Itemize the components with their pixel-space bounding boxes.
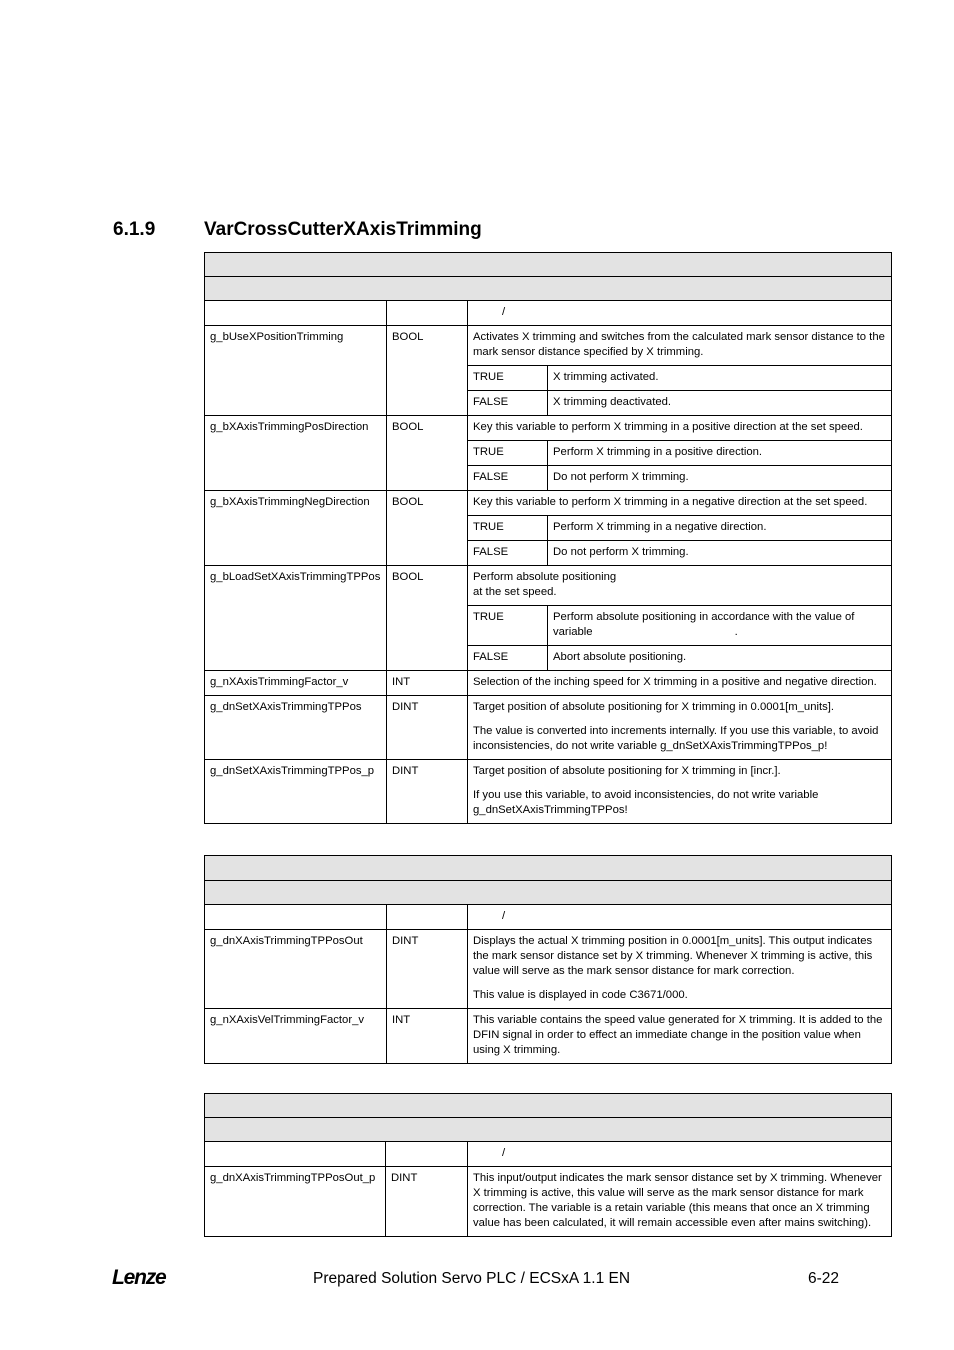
table-subtitle-row xyxy=(205,277,892,301)
footer-document-title: Prepared Solution Servo PLC / ECSxA 1.1 EN xyxy=(313,1270,631,1287)
section-number: 6.1.9 xyxy=(113,219,156,240)
table-row xyxy=(205,696,892,760)
option-value: FALSE xyxy=(468,646,548,671)
table-row xyxy=(205,566,892,606)
header-slash: / xyxy=(502,306,506,318)
table-row xyxy=(205,1009,892,1064)
variable-description: Selection of the inching speed for X trimming in a positive and negative direction. xyxy=(468,671,892,696)
table-subtitle-row xyxy=(205,881,892,905)
table-header-row xyxy=(205,1142,892,1167)
table-row xyxy=(205,491,892,516)
variable-name: g_dnXAxisTrimmingTPPosOut_p xyxy=(205,1167,386,1237)
variable-description xyxy=(468,760,892,824)
option-text: Abort absolute positioning. xyxy=(548,646,892,671)
description-paragraph: If you use this variable, to avoid inconsistencies, do not write variable g_dnSetXAxisTrimmingTPPos! xyxy=(473,789,819,816)
variable-name: g_bXAxisTrimmingNegDirection xyxy=(205,491,387,566)
variable-type: INT xyxy=(387,671,468,696)
variable-type: INT xyxy=(387,1009,468,1064)
variable-type: BOOL xyxy=(387,326,468,416)
table-row xyxy=(205,416,892,441)
variable-name: g_nXAxisVelTrimmingFactor_v xyxy=(205,1009,387,1064)
variable-type: DINT xyxy=(387,696,468,760)
table-row xyxy=(205,1167,892,1237)
option-text: Do not perform X trimming. xyxy=(548,466,892,491)
option-value: FALSE xyxy=(468,541,548,566)
option-text: Perform X trimming in a positive direction. xyxy=(548,441,892,466)
variables-table-2 xyxy=(204,855,892,1064)
option-text xyxy=(548,606,892,646)
section-heading xyxy=(113,219,482,241)
variable-description xyxy=(468,696,892,760)
variable-type: DINT xyxy=(386,1167,468,1237)
description-paragraph: This value is displayed in code C3671/000. xyxy=(473,989,688,1001)
option-value: TRUE xyxy=(468,366,548,391)
description-paragraph: The value is converted into increments internally. If you use this variable, to avoid inconsistencies, do not write variable g_dnSetXAxisTrimmingTPPos_p! xyxy=(473,725,879,752)
description-paragraph: Target position of absolute positioning for X trimming in 0.0001[m_units]. xyxy=(473,701,835,713)
table-subtitle-row xyxy=(205,1118,892,1142)
table-title-row xyxy=(205,1094,892,1118)
variables-table-1 xyxy=(204,252,892,824)
option-text-line: Perform absolute positioning in accordance with the value of xyxy=(553,611,855,623)
variables-table-3 xyxy=(204,1093,892,1237)
option-value: TRUE xyxy=(468,606,548,646)
option-value: FALSE xyxy=(468,391,548,416)
page-number: 6-22 xyxy=(808,1270,840,1287)
variable-type: BOOL xyxy=(387,416,468,491)
option-text-line: variable xyxy=(553,626,593,638)
table-row xyxy=(205,760,892,824)
header-slash: / xyxy=(502,910,506,922)
variable-description: Key this variable to perform X trimming in a negative direction at the set speed. xyxy=(468,491,892,516)
variable-name: g_dnSetXAxisTrimmingTPPos xyxy=(205,696,387,760)
variable-name: g_bLoadSetXAxisTrimmingTPPos xyxy=(205,566,387,671)
option-text: X trimming activated. xyxy=(548,366,892,391)
option-value: TRUE xyxy=(468,441,548,466)
table-header-row xyxy=(205,301,892,326)
option-value: FALSE xyxy=(468,466,548,491)
option-text: Perform X trimming in a negative direction. xyxy=(548,516,892,541)
description-paragraph: Displays the actual X trimming position in 0.0001[m_units]. This output indicates the mark sensor distance set by X trimming. Whenever X trimming is active, this value will serve as the mark sensor distance for mark correction. xyxy=(473,935,873,977)
variable-description: Key this variable to perform X trimming in a positive direction at the set speed. xyxy=(468,416,892,441)
table-row xyxy=(205,326,892,366)
header-slash: / xyxy=(502,1147,506,1159)
option-text: X trimming deactivated. xyxy=(548,391,892,416)
variable-description xyxy=(468,930,892,1009)
variable-description: This variable contains the speed value generated for X trimming. It is added to the DFIN signal in order to effect an immediate change in the position value when using X trimming. xyxy=(468,1009,892,1064)
variable-type: DINT xyxy=(387,760,468,824)
option-text-suffix: . xyxy=(734,626,738,638)
option-value: TRUE xyxy=(468,516,548,541)
variable-name: g_bUseXPositionTrimming xyxy=(205,326,387,416)
variable-type: BOOL xyxy=(387,491,468,566)
description-line: at the set speed. xyxy=(473,586,557,598)
section-title: VarCrossCutterXAxisTrimming xyxy=(204,219,482,240)
variable-name: g_dnXAxisTrimmingTPPosOut xyxy=(205,930,387,1009)
table-row xyxy=(205,671,892,696)
description-paragraph: Target position of absolute positioning for X trimming in [incr.]. xyxy=(473,765,781,777)
description-line: Perform absolute positioning xyxy=(473,571,617,583)
table-header-row xyxy=(205,905,892,930)
variable-name: g_bXAxisTrimmingPosDirection xyxy=(205,416,387,491)
variable-name: g_dnSetXAxisTrimmingTPPos_p xyxy=(205,760,387,824)
variable-name: g_nXAxisTrimmingFactor_v xyxy=(205,671,387,696)
table-row xyxy=(205,930,892,1009)
variable-description: Activates X trimming and switches from the calculated mark sensor distance to the mark sensor distance specified by X trimming. xyxy=(468,326,892,366)
lenze-logo: Lenze xyxy=(112,1266,166,1289)
table-title-row xyxy=(205,253,892,277)
variable-type: BOOL xyxy=(387,566,468,671)
option-text: Do not perform X trimming. xyxy=(548,541,892,566)
variable-description: This input/output indicates the mark sensor distance set by X trimming. Whenever X trimming is active, this value will serve as the mark sensor distance for mark correction. The variable is a retain variable (this means that once an X trimming value has been calculated, it will remain accessible even after mains switching). xyxy=(468,1167,892,1237)
table-title-row xyxy=(205,856,892,881)
variable-description xyxy=(468,566,892,606)
variable-type: DINT xyxy=(387,930,468,1009)
